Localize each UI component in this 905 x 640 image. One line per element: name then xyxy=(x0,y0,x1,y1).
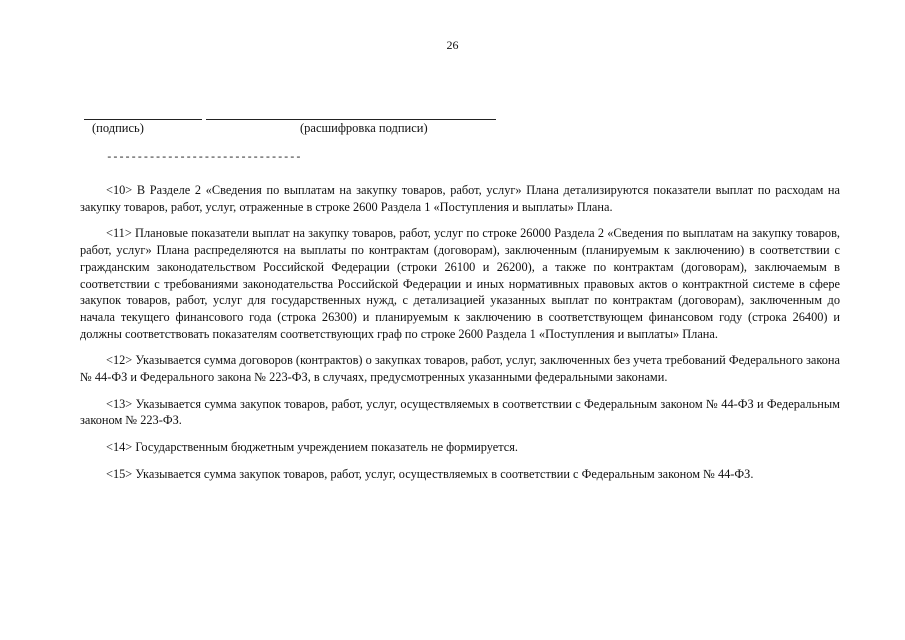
footnote-14: <14> Государственным бюджетным учреждением показатель не формируется. xyxy=(106,440,519,455)
footnote-11: <11> Плановые показатели выплат на закупку товаров, работ, услуг по строке 26000 Раздела 2 «Сведения по выплатам на закупку товаров, работ, услуг» Плана распределяются на выплаты по контрактам (договорам), заключенным (планируемым к заключению) в соответствии с гражданским законодательством Российской Федерации (строки 26100 и 26200), а также по контрактам (договорам), заключаемым в соответствии с требованиями законодательства Российской Федерации и иных нормативных правовых актов о контрактной системе в сфере закупок товаров, работ, услуг для государственных нужд, с детализацией указанных выплат по контрактам (договорам), заключенным до начала текущего финансового года (строка 26300) и планируемым к заключению в соответствующем финансовом году (строка 26400) и должны соответствовать показателям соответствующих граф по строке 2600 Раздела 1 «Поступления и выплаты» Плана. xyxy=(80,226,840,341)
signature-decoding-label: (расшифровка подписи) xyxy=(300,121,428,135)
footnote-12: <12> Указывается сумма договоров (контрактов) о закупках товаров, работ, услуг, заключенных без учета требований Федерального закона № 44-ФЗ и Федерального закона № 223-ФЗ, в случаях, предусмотренных указанными федеральными законами. xyxy=(80,353,840,385)
footnote-10: <10> В Разделе 2 «Сведения по выплатам на закупку товаров, работ, услуг» Плана детализируются показатели выплат по расходам на закупку товаров, работ, услуг, отраженные в строке 2600 Раздела 1 «Поступления и выплаты» Плана. xyxy=(80,183,840,214)
page-number: 26 xyxy=(446,38,459,52)
signature-decoding-line xyxy=(206,119,496,120)
signature-line xyxy=(84,119,202,120)
footnote-15: <15> Указывается сумма закупок товаров, работ, услуг, осуществляемых в соответствии с Федеральным законом № 44-ФЗ. xyxy=(106,466,754,481)
footnotes-section xyxy=(80,182,840,493)
footnote-13: <13> Указывается сумма закупок товаров, работ, услуг, осуществляемых в соответствии с Федеральным законом № 44-ФЗ и Федеральным законом № 223-ФЗ. xyxy=(80,396,840,428)
footnote-separator: -------------------------------- xyxy=(106,152,302,164)
signature-label: (подпись) xyxy=(92,121,144,135)
